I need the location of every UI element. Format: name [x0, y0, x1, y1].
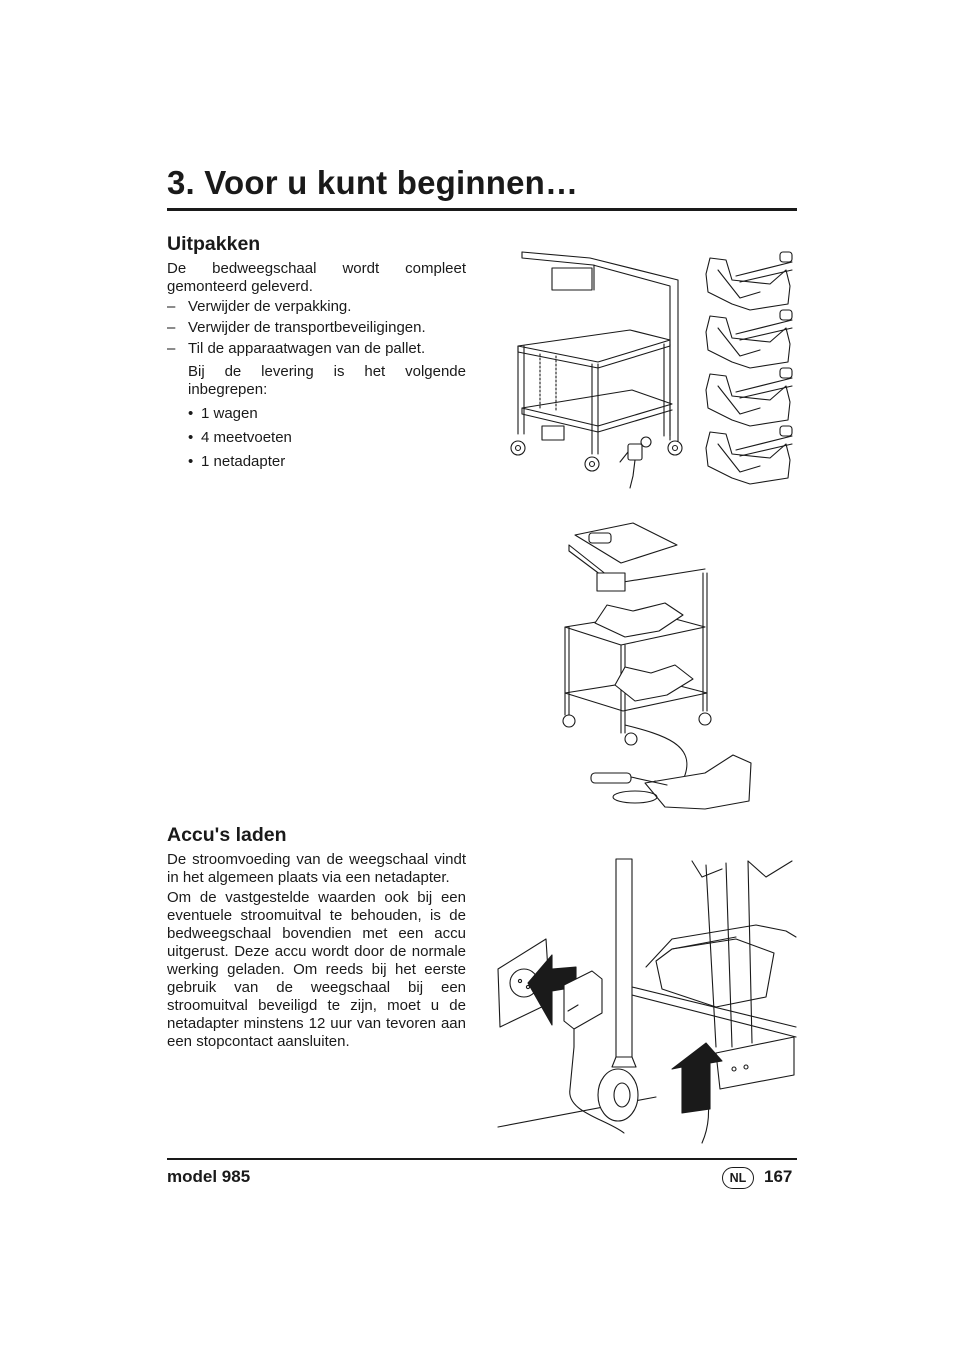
measuring-foot-2 [706, 310, 792, 368]
measuring-foot-4 [706, 426, 792, 484]
chapter-title: 3. Voor u kunt beginnen… [167, 164, 579, 201]
charging-paragraph-2: Om de vastgestelde waarden ook bij een eventuele stroomuitval te behouden, is de bedweegschaal bovendien met een accu uitgerust. Deze accu wordt door de normale werking geladen. Om reeds bij het eerste gebruik van de weegschaal bij een stroomuitval beveiligd te zijn, moet u de netadapter minstens 12 uur van tevoren aan een stopcontact aansluiten. [167, 889, 466, 1050]
delivery-item-wagen: • 1 wagen [188, 405, 466, 423]
unpacking-intro: De bedweegschaal wordt compleet gemonteerd geleverd. [167, 260, 466, 295]
unpacking-text-block [167, 260, 466, 471]
delivery-item-meetvoeten: • 4 meetvoeten [188, 429, 466, 447]
delivery-intro: Bij de levering is het volgende inbegrepen: [188, 363, 466, 398]
measuring-foot-1 [706, 252, 792, 310]
delivery-list [167, 405, 466, 471]
page-number: 167 [764, 1167, 793, 1186]
illustration-cart-and-measuring-feet [500, 240, 800, 490]
language-badge: NL [722, 1167, 754, 1189]
delivery-item-netadapter: • 1 netadapter [188, 453, 466, 471]
footer-model: model 985 [167, 1167, 251, 1186]
unpacking-step-3: – Til de apparaatwagen van de pallet. [167, 340, 466, 358]
chapter-title-rule [167, 208, 797, 211]
section-heading-charging: Accu's laden [167, 824, 287, 846]
charging-paragraph-1: De stroomvoeding van de weegschaal vindt in het algemeen plaats via een netadapter. [167, 851, 466, 886]
section-heading-unpacking: Uitpakken [167, 233, 261, 255]
illustration-adapter-charging [496, 857, 796, 1143]
unpacking-step-2: – Verwijder de transportbeveiligingen. [167, 319, 466, 337]
charging-text-block [167, 851, 466, 1051]
illustration-loaded-cart [555, 515, 760, 815]
unpacking-step-1: – Verwijder de verpakking. [167, 298, 466, 316]
measuring-foot-3 [706, 368, 792, 426]
footer-rule [167, 1158, 797, 1160]
